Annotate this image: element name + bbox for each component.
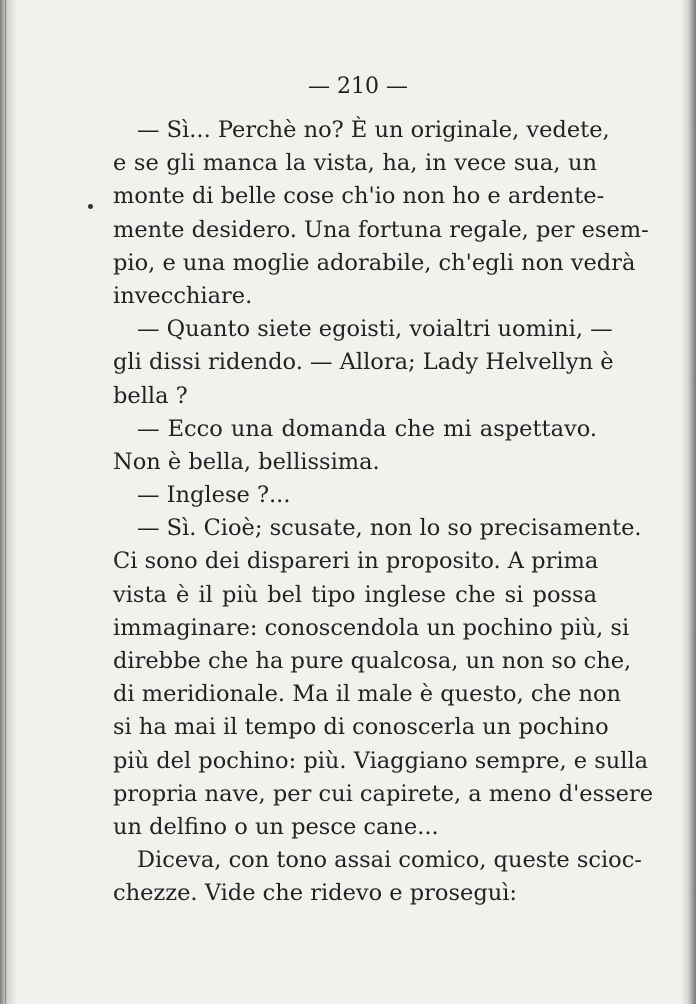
gutter-line (5, 0, 6, 1004)
text-line: immaginare: conoscendola un pochino più, si (113, 614, 630, 641)
text-line: pio, e una moglie adorabile, ch'egli non vedrà (113, 249, 636, 276)
text-line: propria nave, per cui capirete, a meno d'essere (113, 780, 654, 807)
text-line: — Quanto siete egoisti, voialtri uomini, — (137, 316, 613, 343)
text-line: — Sì... Perchè no? È un originale, vedete, (137, 117, 610, 143)
text-line: e se gli manca la vista, ha, in vece sua, un (113, 150, 597, 177)
text-line: direbbe che ha pure qualcosa, un non so che, (113, 648, 632, 674)
page-gutter (0, 0, 16, 1004)
ink-speck (88, 204, 93, 209)
text-line: Ci sono dei dispareri in proposito. A prima (113, 548, 599, 575)
text-line: vista è il più bel tipo inglese che si possa (113, 581, 597, 608)
text-line: monte di belle cose ch'io non ho e ardente- (113, 183, 605, 210)
text-line: invecchiare. (113, 282, 253, 309)
text-line: bella ? (113, 382, 188, 409)
page-edge (682, 0, 696, 1004)
text-line: chezze. Vide che ridevo e proseguì: (113, 880, 518, 907)
text-line: più del pochino: più. Viaggiano sempre, e sulla (113, 747, 649, 774)
text-line: un delfino o un pesce cane... (113, 813, 439, 840)
text-line: di meridionale. Ma il male è questo, che non (113, 681, 621, 708)
page-number: — 210 — (308, 74, 408, 99)
text-lines (113, 114, 654, 911)
text-line: si ha mai il tempo di conoscerla un pochino (113, 714, 609, 741)
text-line: Non è bella, bellissima. (113, 448, 380, 475)
text-line: Diceva, con tono assai comico, queste scioc- (137, 847, 642, 874)
text-block (113, 70, 654, 911)
text-line: gli dissi ridendo. — Allora; Lady Helvellyn è (113, 349, 614, 376)
text-line: — Inglese ?... (137, 482, 291, 509)
text-line: mente desidero. Una fortuna regale, per esem- (113, 216, 649, 243)
text-line: — Sì. Cioè; scusate, non lo so precisamente. (137, 515, 642, 542)
text-line: — Ecco una domanda che mi aspettavo. (137, 415, 597, 442)
